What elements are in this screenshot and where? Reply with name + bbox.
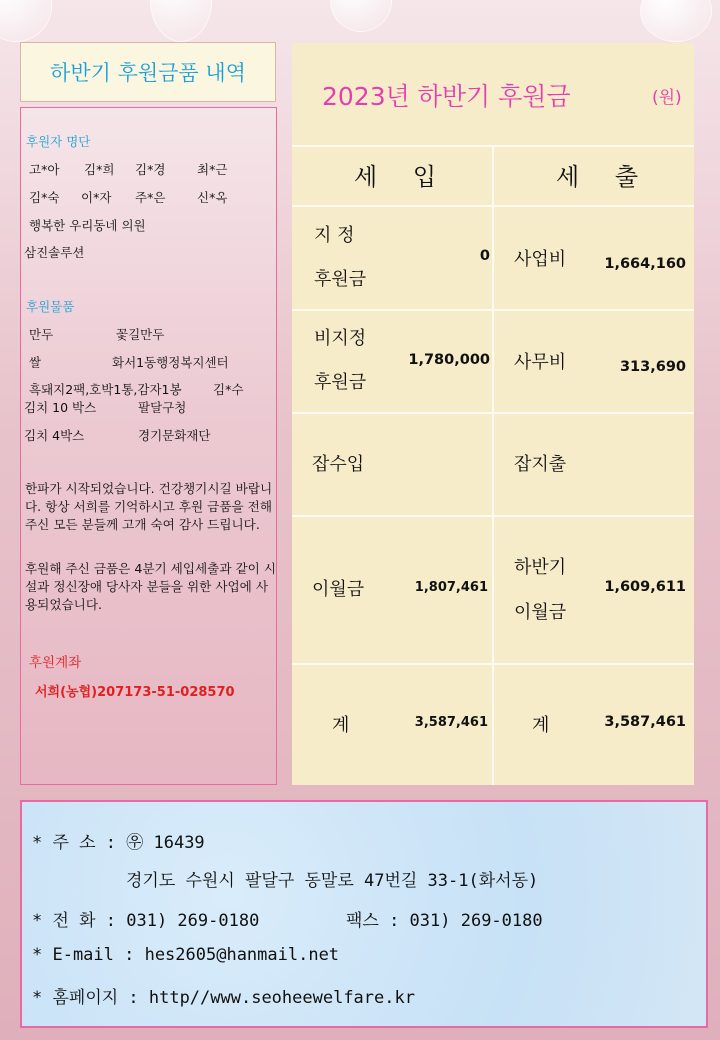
email-link[interactable]: * E-mail : hes2605@hanmail.net: [32, 945, 340, 965]
income-value: 1,807,461: [414, 580, 488, 595]
account-heading: 후원계좌: [29, 655, 82, 671]
goods-donor: 김*수: [213, 382, 244, 397]
decorative-bubble: [150, 0, 212, 42]
donor-name: 김*숙: [29, 190, 60, 205]
goods-heading: 후원물품: [26, 299, 75, 314]
donors-heading: 후원자 명단: [26, 134, 91, 149]
decorative-bubble: [330, 0, 392, 32]
account-number: 서희(농협)207173-51-028570: [35, 685, 235, 700]
goods-donor: 경기문화재단: [138, 428, 211, 443]
expense-label: 하반기: [514, 557, 567, 578]
income-label: 지 정: [314, 225, 355, 246]
decorative-bubble: [640, 0, 712, 42]
donor-name: 김*희: [84, 162, 115, 177]
donor-name: 이*자: [81, 190, 112, 205]
donor-name: 주*은: [135, 190, 166, 205]
expense-label: 사업비: [514, 249, 567, 270]
goods-donor: 화서1동행정복지센터: [112, 355, 229, 370]
goods-donor: 꽃길만두: [116, 327, 165, 342]
donor-name: 최*근: [197, 162, 228, 177]
expense-label: 사무비: [514, 352, 567, 373]
income-total: 3,587,461: [414, 715, 488, 730]
usage-message: 후원해 주신 금품은 4분기 세입세출과 같이 시설과 정신장애 당사자 분들을 위한 사업에 사용되었습니다.: [25, 561, 277, 612]
unit-label: (원): [652, 88, 682, 108]
income-label: 후원금: [314, 372, 367, 393]
expense-total: 3,587,461: [604, 714, 686, 730]
expense-label: 잡지출: [514, 454, 567, 475]
income-value: 1,780,000: [408, 352, 490, 368]
phone: * 전 화 : 031) 269-0180: [32, 911, 260, 931]
donor-name: 신*옥: [197, 190, 228, 205]
page-title: 하반기 후원금품 내역: [20, 42, 276, 102]
goods-donor: 팔달구청: [138, 400, 187, 415]
income-label: 이월금: [312, 579, 365, 600]
finance-table: [292, 43, 694, 785]
expense-total-label: 계: [532, 715, 550, 736]
table-title: 2023년 하반기 후원금: [322, 82, 571, 111]
income-label: 후원금: [314, 269, 367, 290]
expense-value: 313,690: [619, 359, 686, 375]
expense-label: 이월금: [514, 602, 567, 623]
decorative-bubble: [0, 0, 52, 42]
address-postcode: * 주 소 : ㉾ 16439: [32, 833, 205, 853]
income-label: 비지정: [314, 328, 367, 349]
expense-value: 1,664,160: [604, 256, 686, 272]
homepage-link[interactable]: * 홈페이지 : http//www.seoheewelfare.kr: [32, 988, 415, 1008]
goods-item: 흑돼지2팩,호박1통,감자1봉: [29, 382, 182, 397]
goods-item: 쌀: [29, 355, 42, 370]
fax: 팩스 : 031) 269-0180: [346, 911, 543, 931]
address: 경기도 수원시 팔달구 동말로 47번길 33-1(화서동): [126, 871, 539, 891]
donor-panel: [20, 107, 277, 785]
goods-item: 만두: [29, 327, 54, 342]
donor-name: 행복한 우리동네 의원: [29, 218, 146, 233]
thanks-message: 한파가 시작되었습니다. 건강챙기시길 바랍니다. 항상 서희를 기억하시고 후원 금품을 전해주신 모든 분들께 고개 숙여 감사 드립니다.: [25, 481, 273, 532]
income-header: 세 입: [354, 163, 450, 191]
expense-header: 세 출: [556, 163, 652, 191]
divider: [492, 147, 494, 785]
donor-name: 고*아: [29, 162, 60, 177]
goods-item: 김치 10 박스: [24, 400, 97, 415]
expense-value: 1,609,611: [604, 579, 686, 595]
donor-name: 김*경: [135, 162, 166, 177]
donor-name: 삼진솔루션: [24, 245, 85, 260]
goods-item: 김치 4박스: [24, 428, 85, 443]
income-value: 0: [479, 248, 490, 264]
income-total-label: 계: [332, 715, 350, 736]
income-label: 잡수입: [312, 454, 365, 475]
contact-footer: [20, 800, 708, 1028]
